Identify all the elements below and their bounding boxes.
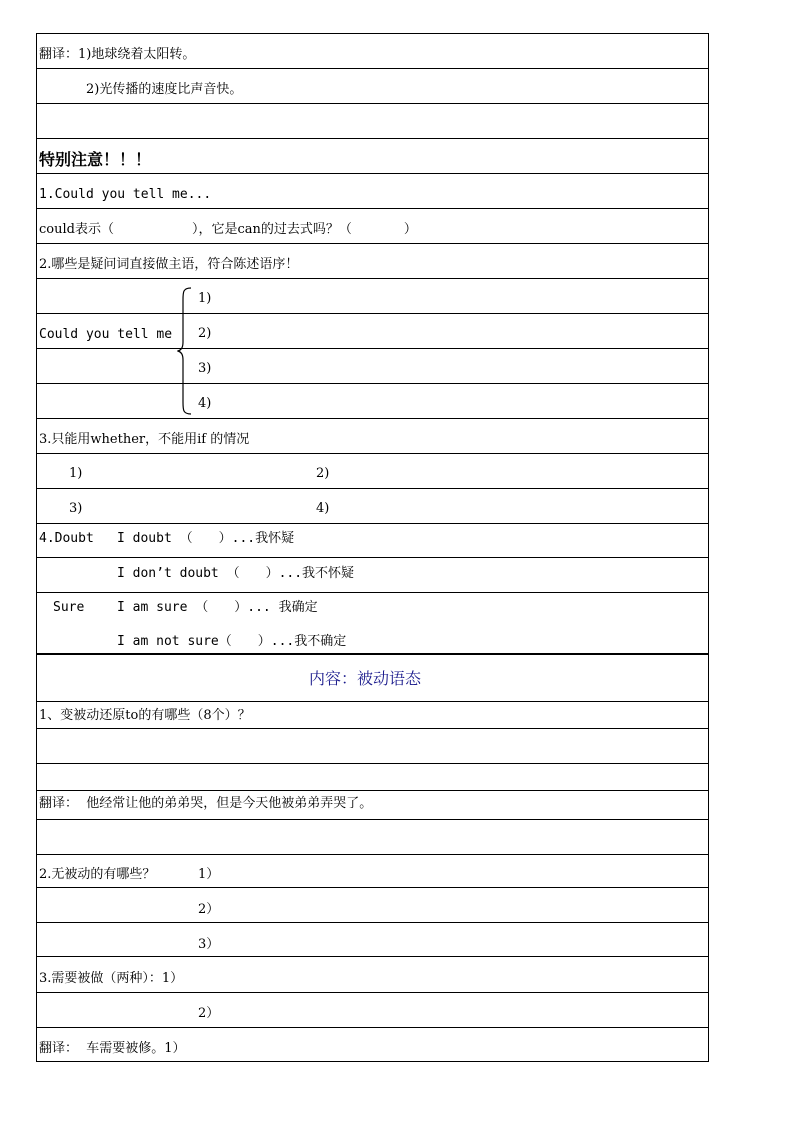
p5-text: 翻译： 车需要被修。1） — [39, 1041, 186, 1056]
q1b-text: could表示（ ），它是can的过去式吗？（ ） — [39, 222, 417, 237]
q1-text: 1.Could you tell me... — [39, 187, 212, 202]
row-p3-3 — [37, 923, 708, 957]
doubt-text: I doubt （ ）...我怀疑 — [117, 531, 295, 546]
row-translation-1 — [37, 34, 708, 69]
row-whether-1 — [37, 454, 708, 489]
row-q1b — [37, 209, 708, 244]
row-whether-2 — [37, 489, 708, 524]
row-blank-3 — [37, 764, 708, 791]
p2-text: 翻译： 他经常让他的弟弟哭，但是今天他被弟弟弄哭了。 — [39, 796, 373, 811]
row-brace-4 — [37, 384, 708, 419]
row-brace-3 — [37, 349, 708, 384]
translation-1-text: 翻译：1)地球绕着太阳转。 — [39, 47, 196, 62]
section-title: 内容：被动语态 — [309, 669, 422, 688]
curly-brace-icon — [177, 286, 197, 416]
row-p3-2 — [37, 888, 708, 923]
row-p4 — [37, 957, 708, 993]
p4-text: 3.需要被做（两种）：1） — [39, 971, 184, 986]
not-doubt-text: I don’t doubt （ ）...我不怀疑 — [117, 566, 355, 581]
row-q1 — [37, 174, 708, 209]
whether-item-4: 4) — [316, 501, 330, 516]
worksheet-table-2 — [36, 654, 709, 1062]
p4-item-2: 2） — [198, 1006, 220, 1021]
translation-2-text: 2)光传播的速度比声音快。 — [86, 82, 243, 97]
brace-item-3: 3) — [198, 361, 212, 376]
row-doubt-2 — [37, 558, 708, 593]
row-p1 — [37, 702, 708, 729]
row-doubt-1 — [37, 524, 708, 558]
doubt-label: 4.Doubt — [39, 531, 94, 546]
row-brace-1 — [37, 279, 708, 314]
row-sure-2 — [37, 628, 708, 655]
row-blank-1 — [37, 104, 708, 139]
row-translation-2 — [37, 69, 708, 104]
row-q3 — [37, 419, 708, 454]
could-you-tell-me-label: Could you tell me — [39, 327, 173, 342]
row-p3 — [37, 855, 708, 888]
row-p5 — [37, 1028, 708, 1063]
row-section-title — [37, 655, 708, 702]
not-sure-text: I am not sure（ ）...我不确定 — [117, 634, 347, 649]
brace-item-4: 4) — [198, 396, 212, 411]
row-brace-2 — [37, 314, 708, 349]
p3-item-1: 1） — [198, 867, 220, 882]
p3-item-2: 2） — [198, 902, 220, 917]
row-sure-1 — [37, 593, 708, 628]
row-q2 — [37, 244, 708, 279]
whether-item-2: 2) — [316, 466, 330, 481]
brace-item-1: 1) — [198, 291, 212, 306]
row-blank-2 — [37, 729, 708, 764]
row-p2 — [37, 791, 708, 820]
whether-item-1: 1) — [69, 466, 83, 481]
row-special-note — [37, 139, 708, 174]
brace-item-2: 2) — [198, 326, 212, 341]
whether-item-3: 3) — [69, 501, 83, 516]
special-note-heading: 特别注意！！！ — [39, 150, 152, 169]
sure-text: I am sure （ ）... 我确定 — [117, 600, 318, 615]
worksheet-table-1 — [36, 33, 709, 654]
q3-text: 3.只能用whether，不能用if 的情况 — [39, 432, 250, 447]
q2-text: 2.哪些是疑问词直接做主语，符合陈述语序！ — [39, 257, 299, 272]
row-p4-2 — [37, 993, 708, 1028]
p1-text: 1、变被动还原to的有哪些（8个）？ — [39, 708, 251, 723]
sure-label: Sure — [53, 600, 85, 615]
p3-item-3: 3） — [198, 937, 220, 952]
p3-text: 2.无被动的有哪些？ — [39, 867, 156, 882]
row-blank-4 — [37, 820, 708, 855]
